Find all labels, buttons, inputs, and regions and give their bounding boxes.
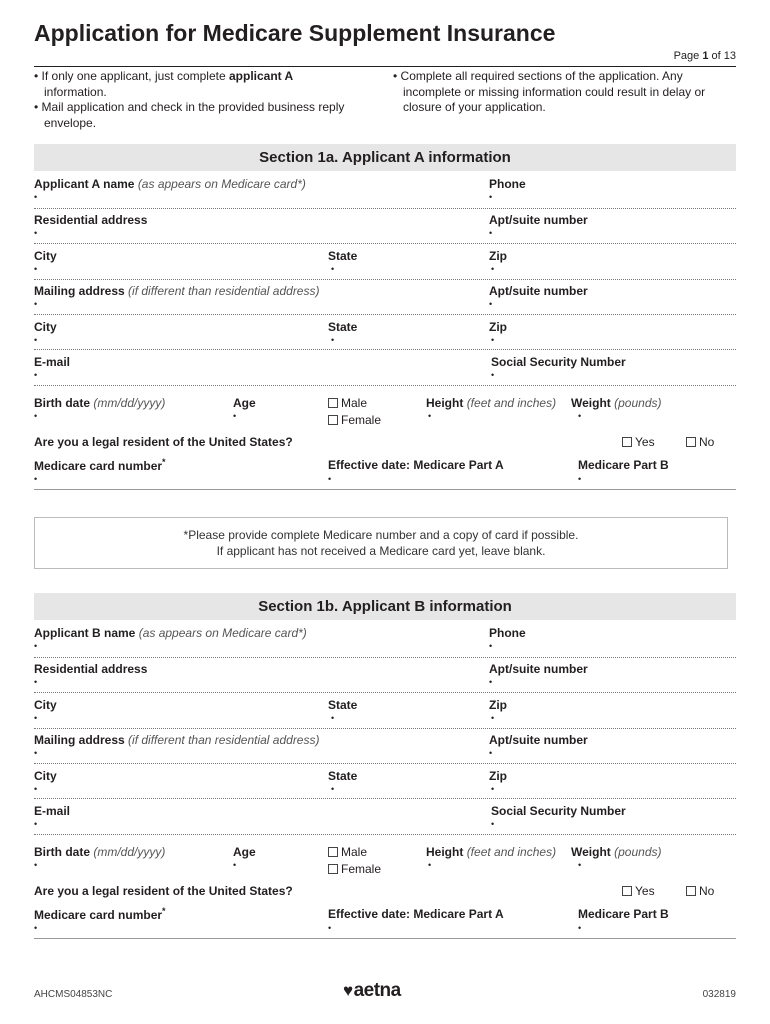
ssn-input[interactable]: • bbox=[491, 819, 495, 829]
mailing-zip-label: Zip bbox=[489, 769, 507, 783]
medicare-number-label: Medicare card number* bbox=[34, 457, 166, 473]
form-code: AHCMS04853NC bbox=[34, 989, 113, 1000]
female-checkbox[interactable] bbox=[328, 415, 338, 425]
weight-label: Weight (pounds) bbox=[571, 845, 662, 859]
email-label: E-mail bbox=[34, 355, 71, 369]
mailing-state-input[interactable]: • bbox=[331, 335, 335, 345]
email-input[interactable]: • bbox=[34, 370, 38, 380]
field-rule bbox=[34, 279, 736, 280]
age-input[interactable]: • bbox=[233, 860, 237, 870]
age-label: Age bbox=[233, 396, 256, 410]
phone-input[interactable]: • bbox=[489, 641, 493, 651]
male-option[interactable]: Male bbox=[328, 396, 367, 410]
field-rule bbox=[34, 243, 736, 244]
ssn-label: Social Security Number bbox=[491, 355, 626, 369]
birth-date-input[interactable]: • bbox=[34, 860, 38, 870]
mailing-state-label: State bbox=[328, 320, 358, 334]
part-b-date-label: Medicare Part B bbox=[578, 907, 669, 921]
height-input[interactable]: • bbox=[428, 411, 432, 421]
mailing-address-label: Mailing address (if different than residential address) bbox=[34, 284, 320, 298]
residential-address-label: Residential address bbox=[34, 662, 148, 676]
section-heading: Section 1b. Applicant B information bbox=[34, 593, 736, 620]
aetna-logo: ♥aetna bbox=[343, 980, 401, 1001]
female-checkbox[interactable] bbox=[328, 864, 338, 874]
phone-label: Phone bbox=[489, 626, 526, 640]
heart-icon: ♥ bbox=[343, 981, 353, 1000]
mailing-state-label: State bbox=[328, 769, 358, 783]
email-label: E-mail bbox=[34, 804, 71, 818]
date-code: 032819 bbox=[702, 989, 736, 1000]
male-checkbox[interactable] bbox=[328, 398, 338, 408]
male-option[interactable]: Male bbox=[328, 845, 367, 859]
mailing-state-input[interactable]: • bbox=[331, 784, 335, 794]
city-label: City bbox=[34, 698, 57, 712]
instruction-1: • If only one applicant, just complete applicant A information. bbox=[34, 69, 294, 99]
mailing-zip-input[interactable]: • bbox=[491, 784, 495, 794]
medicare-note bbox=[34, 517, 728, 569]
phone-input[interactable]: • bbox=[489, 192, 493, 202]
age-label: Age bbox=[233, 845, 256, 859]
title-rule bbox=[34, 66, 736, 67]
legal-resident-label: Are you a legal resident of the United States? bbox=[34, 884, 293, 898]
mailing-city-label: City bbox=[34, 769, 57, 783]
field-rule bbox=[34, 489, 736, 490]
mailing-zip-input[interactable]: • bbox=[491, 335, 495, 345]
zip-input[interactable]: • bbox=[491, 713, 495, 723]
birth-date-label: Birth date (mm/dd/yyyy) bbox=[34, 845, 166, 859]
yes-checkbox[interactable] bbox=[622, 886, 632, 896]
field-rule bbox=[34, 834, 736, 835]
zip-input[interactable]: • bbox=[491, 264, 495, 274]
state-input[interactable]: • bbox=[331, 713, 335, 723]
field-rule bbox=[34, 763, 736, 764]
weight-label: Weight (pounds) bbox=[571, 396, 662, 410]
residential-address-input[interactable]: • bbox=[34, 228, 38, 238]
height-label: Height (feet and inches) bbox=[426, 396, 557, 410]
mailing-apt-suite-label: Apt/suite number bbox=[489, 284, 588, 298]
email-input[interactable]: • bbox=[34, 819, 38, 829]
part-b-date-label: Medicare Part B bbox=[578, 458, 669, 472]
birth-date-label: Birth date (mm/dd/yyyy) bbox=[34, 396, 166, 410]
zip-label: Zip bbox=[489, 698, 507, 712]
part-a-date-label: Effective date: Medicare Part A bbox=[328, 458, 504, 472]
applicant-name-label: Applicant B name (as appears on Medicare card*) bbox=[34, 626, 307, 640]
field-rule bbox=[34, 692, 736, 693]
height-input[interactable]: • bbox=[428, 860, 432, 870]
state-label: State bbox=[328, 249, 358, 263]
age-input[interactable]: • bbox=[233, 411, 237, 421]
mailing-address-label: Mailing address (if different than residential address) bbox=[34, 733, 320, 747]
instructions-right bbox=[393, 69, 723, 116]
ssn-label: Social Security Number bbox=[491, 804, 626, 818]
field-rule bbox=[34, 314, 736, 315]
instruction-2: • Mail application and check in the provided business reply envelope. bbox=[34, 100, 345, 130]
weight-input[interactable]: • bbox=[578, 860, 582, 870]
height-label: Height (feet and inches) bbox=[426, 845, 557, 859]
part-b-date-input[interactable]: • bbox=[578, 923, 582, 933]
apt-suite-input[interactable]: • bbox=[489, 228, 493, 238]
city-label: City bbox=[34, 249, 57, 263]
resident-yes-option[interactable]: Yes bbox=[622, 435, 655, 449]
resident-no-option[interactable]: No bbox=[686, 884, 714, 898]
mailing-apt-suite-label: Apt/suite number bbox=[489, 733, 588, 747]
phone-label: Phone bbox=[489, 177, 526, 191]
part-b-date-input[interactable]: • bbox=[578, 474, 582, 484]
resident-yes-option[interactable]: Yes bbox=[622, 884, 655, 898]
state-input[interactable]: • bbox=[331, 264, 335, 274]
mailing-address-input[interactable]: • bbox=[34, 299, 38, 309]
page-number bbox=[674, 50, 736, 62]
zip-label: Zip bbox=[489, 249, 507, 263]
medicare-number-label: Medicare card number* bbox=[34, 906, 166, 922]
apt-suite-label: Apt/suite number bbox=[489, 213, 588, 227]
ssn-input[interactable]: • bbox=[491, 370, 495, 380]
weight-input[interactable]: • bbox=[578, 411, 582, 421]
part-a-date-input[interactable]: • bbox=[328, 923, 332, 933]
yes-checkbox[interactable] bbox=[622, 437, 632, 447]
apt-suite-input[interactable]: • bbox=[489, 677, 493, 687]
field-rule bbox=[34, 728, 736, 729]
page-total: of 13 bbox=[711, 50, 736, 62]
field-rule bbox=[34, 385, 736, 386]
no-checkbox[interactable] bbox=[686, 886, 696, 896]
instructions-left bbox=[34, 69, 354, 131]
mailing-apt-suite-input[interactable]: • bbox=[489, 748, 493, 758]
medicare-number-input[interactable]: • bbox=[34, 923, 38, 933]
birth-date-input[interactable]: • bbox=[34, 411, 38, 421]
mailing-city-label: City bbox=[34, 320, 57, 334]
residential-address-input[interactable]: • bbox=[34, 677, 38, 687]
field-rule bbox=[34, 657, 736, 658]
mailing-city-input[interactable]: • bbox=[34, 335, 38, 345]
note-line-1: *Please provide complete Medicare number and a copy of card if possible. bbox=[183, 528, 579, 542]
medicare-number-input[interactable]: • bbox=[34, 474, 38, 484]
no-checkbox[interactable] bbox=[686, 437, 696, 447]
page-title: Application for Medicare Supplement Insurance bbox=[34, 20, 556, 46]
residential-address-label: Residential address bbox=[34, 213, 148, 227]
city-input[interactable]: • bbox=[34, 713, 38, 723]
mailing-address-input[interactable]: • bbox=[34, 748, 38, 758]
note-line-2: If applicant has not received a Medicare card yet, leave blank. bbox=[216, 544, 546, 558]
field-rule bbox=[34, 208, 736, 209]
part-a-date-label: Effective date: Medicare Part A bbox=[328, 907, 504, 921]
part-a-date-input[interactable]: • bbox=[328, 474, 332, 484]
apt-suite-label: Apt/suite number bbox=[489, 662, 588, 676]
male-checkbox[interactable] bbox=[328, 847, 338, 857]
applicant-name-label: Applicant A name (as appears on Medicare card*) bbox=[34, 177, 306, 191]
female-option[interactable]: Female bbox=[328, 862, 381, 876]
page-current: 1 bbox=[702, 50, 709, 62]
city-input[interactable]: • bbox=[34, 264, 38, 274]
field-rule bbox=[34, 798, 736, 799]
field-rule bbox=[34, 349, 736, 350]
mailing-apt-suite-input[interactable]: • bbox=[489, 299, 493, 309]
state-label: State bbox=[328, 698, 358, 712]
instruction-3: • Complete all required sections of the application. Any incomplete or missing information could result in delay or closure of your application. bbox=[393, 69, 706, 114]
resident-no-option[interactable]: No bbox=[686, 435, 714, 449]
mailing-city-input[interactable]: • bbox=[34, 784, 38, 794]
applicant-name-input[interactable]: • bbox=[34, 192, 38, 202]
female-option[interactable]: Female bbox=[328, 413, 381, 427]
page-prefix: Page bbox=[673, 50, 700, 62]
legal-resident-label: Are you a legal resident of the United States? bbox=[34, 435, 293, 449]
mailing-zip-label: Zip bbox=[489, 320, 507, 334]
applicant-name-input[interactable]: • bbox=[34, 641, 38, 651]
section-heading: Section 1a. Applicant A information bbox=[34, 144, 736, 171]
field-rule bbox=[34, 938, 736, 939]
